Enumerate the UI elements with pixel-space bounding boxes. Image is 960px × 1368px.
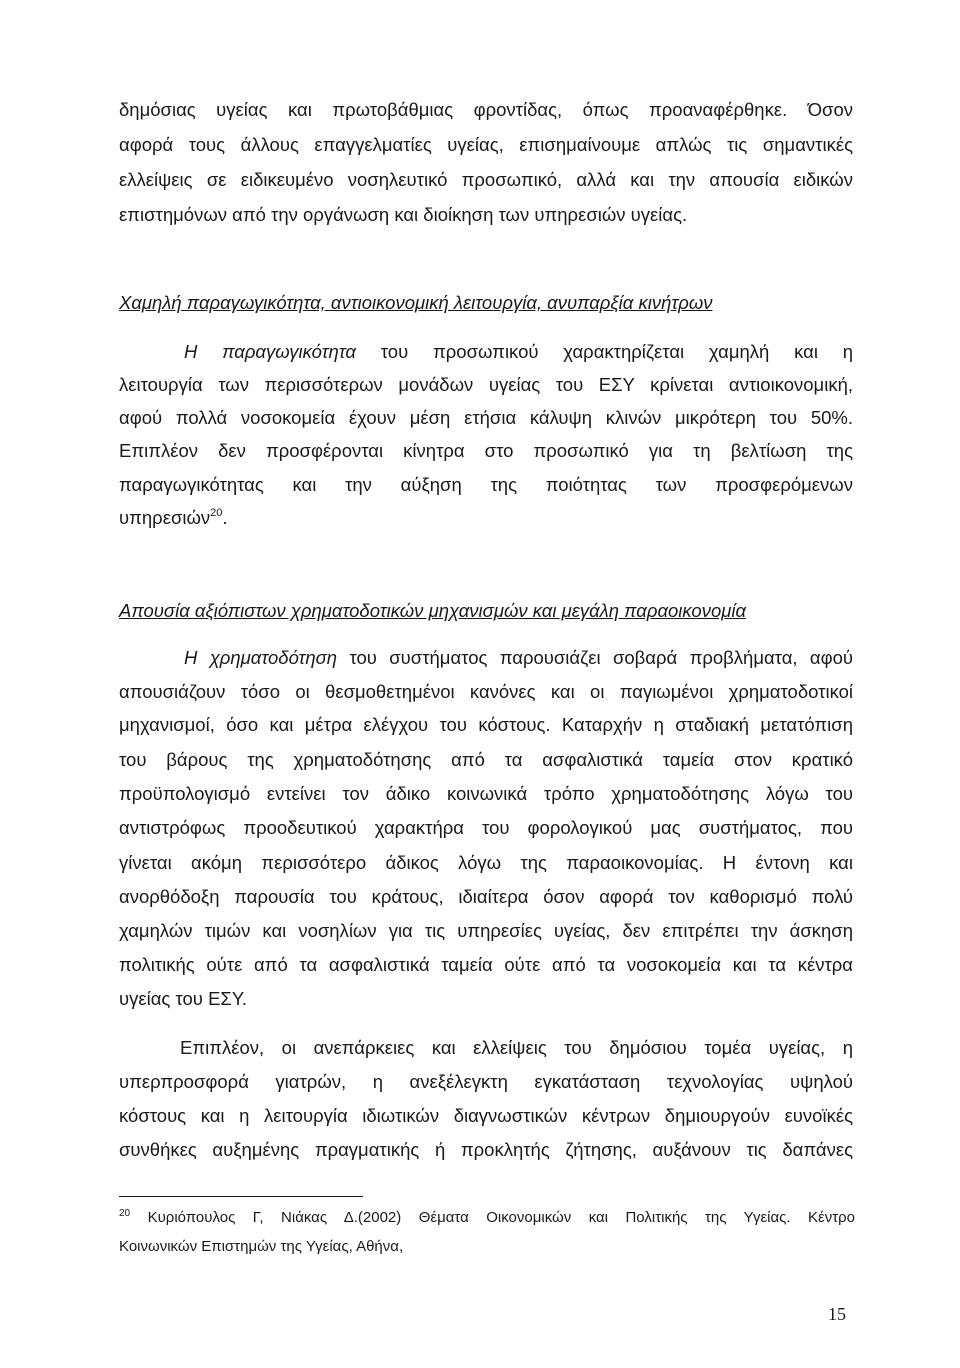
text-line: μηχανισμοί, όσο και μέτρα ελέγχου του κόστους. Καταρχήν η σταδιακή μετατόπιση [119, 714, 853, 735]
text-line: υπερπροσφορά γιατρών, η ανεξέλεγκτη εγκατάσταση τεχνολογίας υψηλού [119, 1071, 853, 1092]
text-line: του βάρους της χρηματοδότησης από τα ασφαλιστικά ταμεία στον κρατικό [119, 749, 853, 770]
text-line: αφορά τους άλλους επαγγελματίες υγείας, επισημαίνουμε απλώς τις σημαντικές [119, 134, 853, 155]
text-run: υπηρεσιών [119, 507, 211, 528]
text-line: κόστους και η λειτουργία ιδιωτικών διαγνωστικών κέντρων δημιουργούν ευνοϊκές [119, 1105, 853, 1126]
text-line: Επιπλέον δεν προσφέρονται κίνητρα στο προσωπικό για τη βελτίωση της [119, 440, 853, 461]
footnote-number: 20 [119, 1208, 131, 1219]
text-line: λειτουργία των περισσότερων μονάδων υγείας του ΕΣΥ κρίνεται αντιοικονομική, [119, 374, 853, 395]
text-run: . [222, 507, 228, 528]
text-line: δημόσιας υγείας και πρωτοβάθμιας φροντίδας, όπως προαναφέρθηκε. Όσον [119, 99, 853, 120]
footnote-ref: 20 [210, 507, 223, 519]
text-line [184, 646, 853, 670]
emphasis-term: Η χρηματοδότηση [184, 647, 338, 668]
footnote-text: Κυριόπουλος Γ, Νιάκας Δ.(2002) Θέματα Οικονομικών και Πολιτικής της Υγείας. Κέντρο [147, 1209, 856, 1226]
text-line: Επιπλέον, οι ανεπάρκειες και ελλείψεις του δημόσιου τομέα υγείας, η [180, 1037, 853, 1058]
text-line [119, 506, 853, 530]
footnote-line [119, 1208, 855, 1228]
footnote-divider [119, 1196, 363, 1197]
text-line: χαμηλών τιμών και νοσηλίων για τις υπηρεσίες υγείας, δεν επιτρέπει την άσκηση [119, 920, 853, 941]
text-run: του συστήματος παρουσιάζει σοβαρά προβλήματα, αφού [349, 647, 854, 668]
text-line: γίνεται ακόμη περισσότερο άδικος λόγω της παραοικονομίας. Η έντονη και [119, 852, 853, 873]
text-line: ελλείψεις σε ειδικευμένο νοσηλευτικό προσωπικό, αλλά και την απουσία ειδικών [119, 169, 853, 190]
text-run: του προσωπικού χαρακτηρίζεται χαμηλή και η [380, 341, 854, 362]
section-heading-financing: Απουσία αξιόπιστων χρηματοδοτικών μηχανισμών και μεγάλη παραοικονομία [119, 600, 747, 621]
footnote-line: Κοινωνικών Επιστημών της Υγείας, Αθήνα, [119, 1238, 404, 1255]
text-line: αφού πολλά νοσοκομεία έχουν μέση ετήσια κάλυψη κλινών μικρότερη του 50%. [119, 407, 853, 428]
section-heading-productivity: Χαμηλή παραγωγικότητα, αντιοικονομική λειτουργία, ανυπαρξία κινήτρων [119, 292, 713, 313]
text-line: πολιτικής ούτε από τα ασφαλιστικά ταμεία ούτε από τα νοσοκομεία και τα κέντρα [119, 954, 853, 975]
text-line: ανορθόδοξη παρουσία του κράτους, ιδιαίτερα όσον αφορά τον καθορισμό πολύ [119, 886, 853, 907]
text-line: αντιστρόφως προοδευτικού χαρακτήρα του φορολογικού μας συστήματος, που [119, 817, 853, 838]
page-number: 15 [828, 1304, 846, 1324]
text-line: συνθήκες αυξημένης πραγματικής ή προκλητής ζήτησης, αυξάνουν τις δαπάνες [119, 1139, 853, 1160]
text-line [184, 340, 853, 364]
emphasis-term: Η παραγωγικότητα [184, 341, 356, 362]
text-line: παραγωγικότητας και την αύξηση της ποιότητας των προσφερόμενων [119, 474, 853, 495]
text-line: απουσιάζουν τόσο οι θεσμοθετημένοι κανόνες και οι παγιωμένοι χρηματοδοτικοί [119, 681, 853, 702]
text-line: υγείας του ΕΣΥ. [119, 988, 247, 1009]
text-line: επιστημόνων από την οργάνωση και διοίκηση των υπηρεσιών υγείας. [119, 204, 688, 225]
text-line: προϋπολογισμό εντείνει τον άδικο κοινωνικά τρόπο χρηματοδότησης λόγω του [119, 783, 853, 804]
